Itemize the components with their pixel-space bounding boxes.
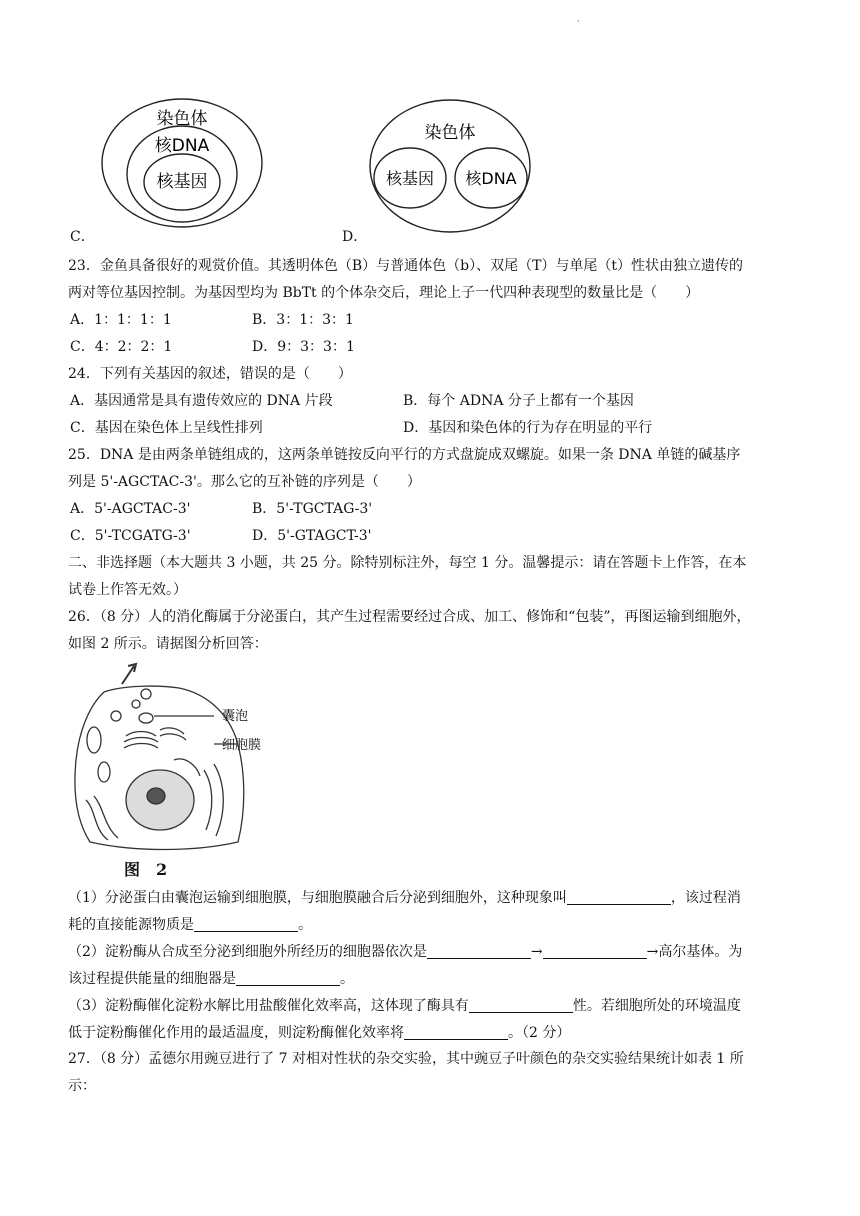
vesicle [139,713,153,723]
option-c-label: C． [70,229,95,245]
q24-option-c: C．基因在染色体上呈线性排列 [70,420,263,436]
label-outer: 染色体 [156,109,208,129]
label-membrane: 细胞膜 [222,738,262,753]
q26-part2-text-d: 。 [340,971,354,987]
q26-part2-line2 [68,971,354,986]
q26-part1-text-d: 。 [298,917,312,933]
q26-part3-line1 [68,998,741,1013]
q25-stem-line2: 列是 5'-AGCTAC-3'。那么它的互补链的序列是（ ） [68,474,421,490]
q26-part3-text-c: 低于淀粉酶催化作用的最适温度，则淀粉酶催化效率将 [68,1025,404,1041]
q23-option-d: D．9：3：3：1 [252,339,355,355]
q23-option-a: A．1：1：1：1 [70,312,172,328]
q26-blank-5 [236,971,340,986]
option-d-label: D． [342,229,368,245]
q26-part3-text-a: （3）淀粉酶催化淀粉水解比用盐酸催化效率高，这体现了酶具有 [68,998,469,1014]
q24-option-b: B．每个 ADNA 分子上都有一个基因 [403,393,634,409]
q25-stem-line1: 25．DNA 是由两条单链组成的，这两条单链按反向平行的方式盘旋成双螺旋。如果一条 DNA 单链的碱基序 [68,447,741,463]
q23-stem-line1: 23．金鱼具备很好的观赏价值。其透明体色（B）与普通体色（b）、双尾（T）与单尾（t）性状由独立遗传的 [68,258,744,274]
q24-stem: 24．下列有关基因的叙述，错误的是（ ） [68,366,352,382]
q25-option-d: D．5'-GTAGCT-3' [252,528,372,544]
q26-part1-text-c: 耗的直接能源物质是 [68,917,194,933]
q26-blank-7 [404,1025,508,1040]
diagram-c-nested-circles [100,96,265,230]
q26-stem-line2: 如图 2 所示。请据图分析回答： [68,636,268,652]
header-mark: · [577,17,580,26]
q26-part1-line2 [68,917,312,932]
q26-part3-text-b: 性。若细胞所处的环境温度 [572,998,741,1014]
q24-option-a: A．基因通常是具有遗传效应的 DNA 片段 [70,393,333,409]
figure-2-cell [64,660,294,860]
label-right: 核DNA [465,169,517,188]
q26-part1-line1 [68,890,741,905]
q26-blank-4 [543,944,647,959]
q26-blank-6 [469,998,573,1013]
label-middle: 核DNA [154,136,210,156]
q26-part1-text-b: ，该过程消 [670,890,741,906]
q26-part2-arrow: → [530,944,543,960]
q26-part3-line2 [68,1025,570,1040]
q26-part2-text-c: 该过程提供能量的细胞器是 [68,971,236,987]
q26-part2-text-b: →高尔基体。为 [646,944,743,960]
q23-option-b: B．3：1：3：1 [252,312,354,328]
q23-option-c: C．4：2：2：1 [70,339,173,355]
q26-part1-text-a: （1）分泌蛋白由囊泡运输到细胞膜，与细胞膜融合后分泌到细胞外，这种现象叫 [68,890,567,906]
section2-heading-line1: 二、非选择题（本大题共 3 小题，共 25 分。除特别标注外，每空 1 分。温馨提示：请在答题卡上作答，在本 [68,555,747,571]
q26-blank-3 [427,944,531,959]
label-inner: 核基因 [156,172,208,192]
figure-2-caption: 图 2 [124,860,168,879]
q26-blank-1 [567,890,671,905]
q27-stem-line2: 示： [68,1078,96,1094]
q26-part2-text-a: （2）淀粉酶从合成至分泌到细胞外所经历的细胞器依次是 [68,944,427,960]
q25-option-c: C．5'-TCGATG-3' [70,528,191,544]
q24-option-d: D．基因和染色体的行为存在明显的平行 [403,420,653,436]
q26-stem-line1: 26．（8 分）人的消化酶属于分泌蛋白，其产生过程需要经过合成、加工、修饰和“包装”，再图运输到细胞外， [68,609,751,625]
label-left: 核基因 [385,169,435,188]
q23-stem-line2: 两对等位基因控制。为基因型均为 BbTt 的个体杂交后，理论上子一代四种表现型的数量比是（ ） [68,285,700,301]
q26-part3-text-d: 。（2 分） [508,1025,571,1041]
outer-circle [370,100,530,232]
label-vesicle: 囊泡 [222,709,249,724]
section2-heading-line2: 试卷上作答无效。） [68,582,187,598]
q25-option-b: B．5'-TGCTAG-3' [252,501,373,517]
q26-part2-line1 [68,944,742,959]
q27-stem-line1: 27．（8 分）孟德尔用豌豆进行了 7 对相对性状的杂交实验，其中豌豆子叶颜色的杂交实验结果统计如表 1 所 [68,1051,744,1067]
label-outer: 染色体 [424,123,476,143]
q26-blank-2 [194,917,298,932]
diagram-d-circles [368,98,533,234]
q25-option-a: A．5'-AGCTAC-3' [70,501,191,517]
